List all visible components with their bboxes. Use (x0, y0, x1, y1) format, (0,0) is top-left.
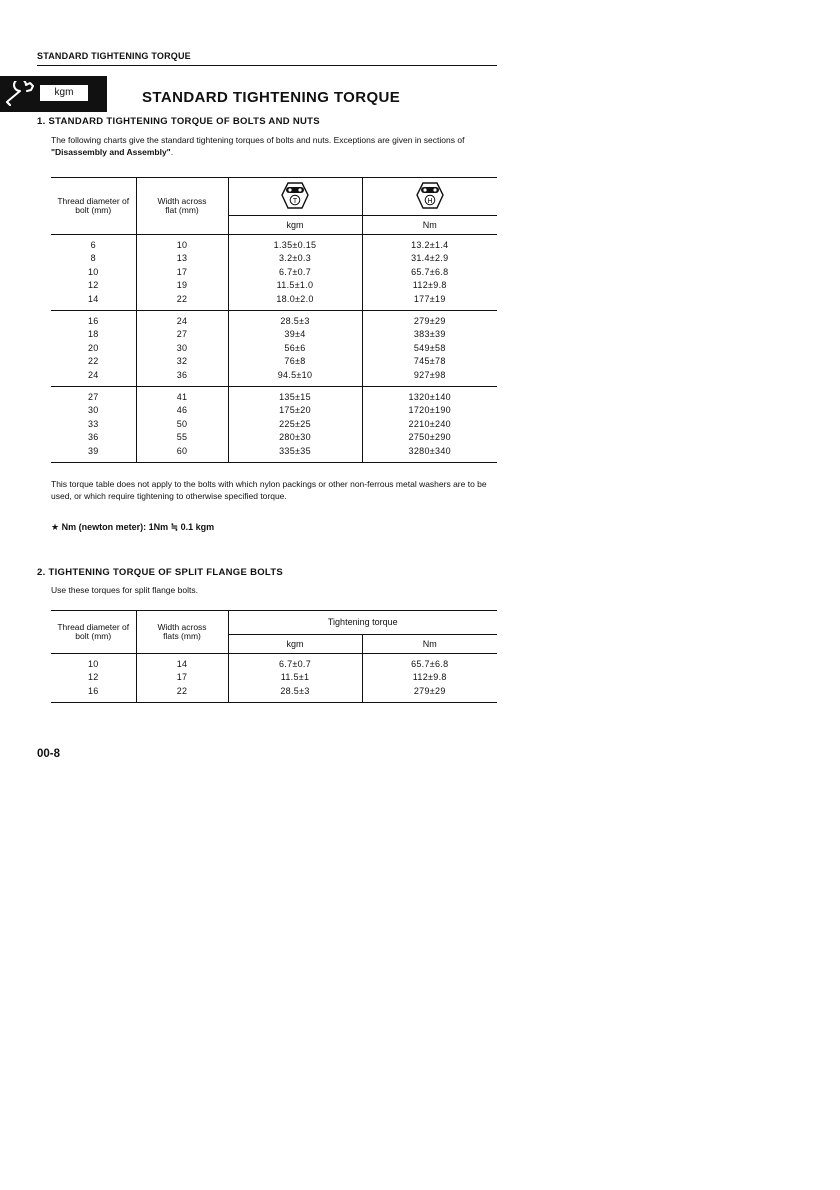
table-row (51, 355, 497, 368)
cell-torque-nm: 383±39 (362, 328, 497, 341)
cell-torque-kgm: 6.7±0.7 (228, 654, 362, 672)
table-row (51, 328, 497, 341)
cell-torque-nm: 1720±190 (362, 404, 497, 417)
cell-torque-kgm: 11.5±1.0 (228, 279, 362, 292)
cell-width: 41 (136, 387, 228, 405)
cell-width: 30 (136, 342, 228, 355)
running-header: STANDARD TIGHTENING TORQUE (37, 51, 497, 66)
header-icon-h (362, 178, 497, 216)
cell-torque-kgm: 225±25 (228, 418, 362, 431)
cell-thread-diameter: 6 (51, 235, 136, 253)
cell-width: 14 (136, 654, 228, 672)
cell-torque-nm: 279±29 (362, 311, 497, 329)
cell-torque-kgm: 28.5±3 (228, 685, 362, 703)
section-2-intro: Use these torques for split flange bolts. (51, 585, 198, 595)
header-nm: Nm (362, 634, 497, 653)
cell-thread-diameter: 39 (51, 445, 136, 463)
cell-torque-kgm: 39±4 (228, 328, 362, 341)
cell-torque-nm: 1320±140 (362, 387, 497, 405)
cell-thread-diameter: 10 (51, 654, 136, 672)
cell-thread-diameter: 16 (51, 311, 136, 329)
cell-torque-nm: 549±58 (362, 342, 497, 355)
cell-thread-diameter: 27 (51, 387, 136, 405)
table-row (51, 279, 497, 292)
cell-thread-diameter: 8 (90, 253, 96, 264)
header-width-across-flat: Width across flat (mm) (136, 178, 228, 235)
cell-torque-nm: 2750±290 (362, 431, 497, 444)
table-row (51, 654, 497, 672)
table-row (51, 685, 497, 703)
header-width-across-flats: Width across flats (mm) (136, 611, 228, 654)
cell-torque-nm: 13.2±1.4 (362, 235, 497, 253)
torque-note: This torque table does not apply to the bolts with which nylon packings or other non-ferrous metal washers are to be used, or which require tightening to otherwise specified torque. (51, 479, 487, 501)
header-tightening-torque: Tightening torque (228, 611, 497, 635)
header-kgm: kgm (228, 634, 362, 653)
cell-torque-nm: 3280±340 (362, 445, 497, 463)
cell-thread-diameter: 18 (87, 329, 99, 340)
cell-torque-kgm: 76±8 (228, 355, 362, 368)
table-row (51, 293, 497, 311)
cell-width: 17 (136, 266, 228, 279)
cell-torque-kgm: 28.5±3 (228, 311, 362, 329)
cell-torque-nm: 112±9.8 (362, 279, 497, 292)
header-kgm: kgm (228, 216, 362, 235)
cell-thread-diameter: 12 (87, 280, 99, 291)
cell-torque-nm: 112±9.8 (362, 671, 497, 684)
cell-torque-nm: 65.7±6.8 (362, 654, 497, 672)
cell-torque-kgm: 56±6 (228, 342, 362, 355)
cell-width: 13 (136, 252, 228, 265)
page-title: STANDARD TIGHTENING TORQUE (142, 89, 401, 106)
hex-bolt-h-icon (415, 181, 445, 211)
table-row (51, 404, 497, 417)
section-2-heading: 2. TIGHTENING TORQUE OF SPLIT FLANGE BOLTS (37, 567, 284, 578)
cell-torque-nm: 177±19 (362, 293, 497, 311)
header-nm: Nm (362, 216, 497, 235)
svg-text:T: T (292, 197, 298, 205)
header-thread-diameter: Thread diameter of bolt (mm) (51, 611, 136, 654)
table-row (51, 266, 497, 279)
cell-width: 46 (136, 404, 228, 417)
table-row (51, 387, 497, 405)
cell-torque-kgm: 175±20 (228, 404, 362, 417)
cell-width: 32 (136, 355, 228, 368)
page-number: 00-8 (37, 748, 61, 760)
cell-torque-nm: 65.7±6.8 (362, 266, 497, 279)
cell-width: 22 (136, 293, 228, 311)
cell-width: 22 (136, 685, 228, 703)
cell-width: 10 (136, 235, 228, 253)
cell-thread-diameter: 20 (87, 342, 99, 353)
cell-width: 60 (136, 445, 228, 463)
cell-torque-kgm: 18.0±2.0 (228, 293, 362, 311)
hex-bolt-t-icon (280, 181, 310, 211)
cell-thread-diameter: 24 (87, 369, 99, 380)
cell-width: 24 (136, 311, 228, 329)
cell-thread-diameter: 10 (87, 266, 99, 277)
cell-width: 50 (136, 418, 228, 431)
unit-conversion-note: ★ Nm (newton meter): 1Nm ≒ 0.1 kgm (51, 522, 215, 532)
section-1-intro: The following charts give the standard tightening torques of bolts and nuts. Exceptions are given in sections of "Disassembly and Assembly". (51, 135, 465, 157)
cell-thread-diameter: 14 (87, 293, 99, 304)
unit-label: kgm (40, 85, 88, 101)
cell-torque-kgm: 135±15 (228, 387, 362, 405)
cell-torque-nm: 927±98 (362, 369, 497, 387)
cell-width: 36 (136, 369, 228, 387)
svg-text:H: H (427, 197, 433, 205)
table-row (51, 342, 497, 355)
cell-width: 55 (136, 431, 228, 444)
unit-badge (0, 76, 107, 112)
cell-thread-diameter: 33 (87, 418, 99, 429)
section-1-heading: 1. STANDARD TIGHTENING TORQUE OF BOLTS AND NUTS (37, 116, 320, 127)
cell-torque-nm: 745±78 (362, 355, 497, 368)
cell-torque-nm: 2210±240 (362, 418, 497, 431)
header-icon-t (228, 178, 362, 216)
cell-torque-nm: 31.4±2.9 (362, 252, 497, 265)
cell-torque-nm: 279±29 (362, 685, 497, 703)
table-row (51, 445, 497, 463)
cell-thread-diameter: 12 (87, 672, 99, 683)
cell-torque-kgm: 3.2±0.3 (228, 252, 362, 265)
table-row (51, 671, 497, 684)
table-row (51, 369, 497, 387)
table-row (51, 311, 497, 329)
table-row (51, 252, 497, 265)
cell-torque-kgm: 11.5±1 (228, 671, 362, 684)
standard-torque-table (51, 177, 497, 463)
table-row (51, 418, 497, 431)
cell-torque-kgm: 6.7±0.7 (228, 266, 362, 279)
split-flange-torque-table (51, 610, 497, 703)
cell-torque-kgm: 335±35 (228, 445, 362, 463)
cell-torque-kgm: 94.5±10 (228, 369, 362, 387)
cell-thread-diameter: 30 (87, 405, 99, 416)
cell-width: 27 (136, 328, 228, 341)
cell-thread-diameter: 16 (51, 685, 136, 703)
cell-torque-kgm: 1.35±0.15 (228, 235, 362, 253)
table-row (51, 235, 497, 253)
table-row (51, 431, 497, 444)
cell-thread-diameter: 36 (87, 432, 99, 443)
cell-thread-diameter: 22 (87, 356, 99, 367)
wrench-icon (4, 81, 38, 107)
cell-torque-kgm: 280±30 (228, 431, 362, 444)
cell-width: 17 (136, 671, 228, 684)
cell-width: 19 (136, 279, 228, 292)
header-thread-diameter: Thread diameter of bolt (mm) (51, 178, 136, 235)
